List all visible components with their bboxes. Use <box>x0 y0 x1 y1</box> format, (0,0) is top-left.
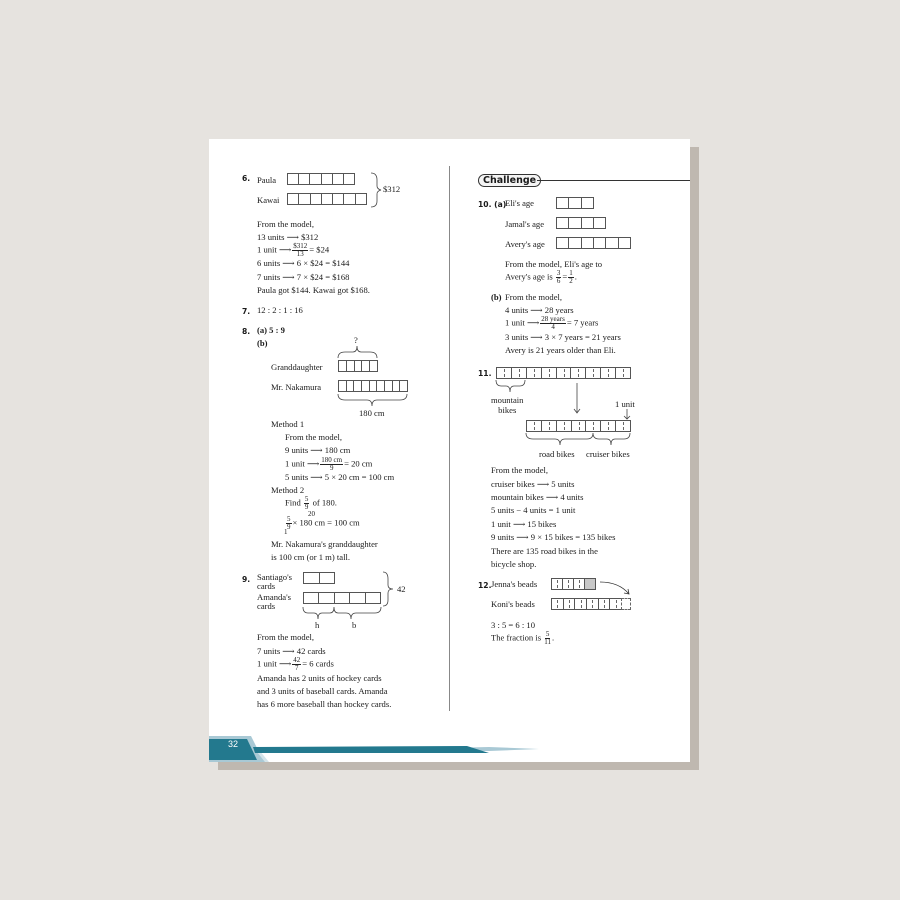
q9-line: From the model, <box>257 632 315 642</box>
q9-number: 9. <box>242 575 251 584</box>
q11-bar-mountain-road <box>496 367 631 379</box>
q9-line: Amanda has 2 units of hockey cards <box>257 673 382 683</box>
q9-line: and 3 units of baseball cards. Amanda <box>257 686 388 696</box>
q9-line: has 6 more baseball than hockey cards. <box>257 699 392 709</box>
q7-answer: 12 : 2 : 1 : 16 <box>257 305 303 315</box>
q12-number: 12. <box>478 581 492 590</box>
q8-m1-line: From the model, <box>285 432 343 442</box>
q10-bar-avery <box>556 237 631 249</box>
q8-m2-cancel-bottom: 1 <box>284 528 288 536</box>
q9-line: 7 units ⟶ 42 cards <box>257 646 326 656</box>
page-number: 32 <box>228 739 239 749</box>
q8-m1-line: 9 units ⟶ 180 cm <box>285 445 351 455</box>
q8-method1-heading: Method 1 <box>271 419 305 429</box>
q10-label-eli: Eli's age <box>505 198 534 208</box>
q8-brace-bottom-icon <box>337 393 409 407</box>
q10-a-line: Avery's age is $\frac{3}{6}$ = $\frac{1}{2}$ . <box>505 269 577 285</box>
q11-line: There are 135 road bikes in the <box>491 546 598 556</box>
q6-line: 6 units ⟶ 6 × $24 = $144 <box>257 258 350 268</box>
q9-label-santiago: Santiago's cards <box>257 572 292 591</box>
q9-label-h: h <box>315 620 320 630</box>
q12-bar-koni-extra-unit <box>621 598 631 610</box>
q11-line: 9 units ⟶ 9 × 15 bikes = 135 bikes <box>491 532 616 542</box>
q11-line: cruiser bikes ⟶ 5 units <box>491 479 575 489</box>
q9-brace-icon <box>382 571 398 607</box>
q11-brace-bottom-icon <box>525 432 633 446</box>
q9-line: 1 unit ⟶ $\frac{42}{7}$ = 6 cards <box>257 656 334 672</box>
q11-line: 1 unit ⟶ 15 bikes <box>491 519 557 529</box>
q10-b-line: From the model, <box>505 292 563 302</box>
q12-line: 3 : 5 = 6 : 10 <box>491 620 535 630</box>
q6-total: $312 <box>383 184 401 194</box>
q8-part-a: (a) 5 : 9 <box>257 325 285 335</box>
q11-line: mountain bikes ⟶ 4 units <box>491 492 584 502</box>
q9-brace-bottom-icon <box>302 606 384 620</box>
q6-bar-paula <box>287 173 355 185</box>
q11-line: bicycle shop. <box>491 559 537 569</box>
q10-number: 10. (a) <box>478 200 507 209</box>
q9-bar-amanda <box>303 592 381 604</box>
q9-total: 42 <box>397 584 406 594</box>
q6-line: 1 unit ⟶ $\frac{\$312}{13}$ = $24 <box>257 242 330 258</box>
q9-bar-santiago <box>303 572 335 584</box>
q11-line: From the model, <box>491 465 549 475</box>
workbook-page <box>209 139 690 762</box>
q8-label-granddaughter: Granddaughter <box>271 362 323 372</box>
footer-band <box>209 736 539 762</box>
q8-bar-granddaughter <box>338 360 378 372</box>
q11-number: 11. <box>478 369 492 378</box>
q6-line: From the model, <box>257 219 315 229</box>
q10-b-line: Avery is 21 years older than Eli. <box>505 345 616 355</box>
q10-b-line: 4 units ⟶ 28 years <box>505 305 574 315</box>
chapter-label: Chapter 5 RATIOS <box>267 738 325 745</box>
q8-question-mark: ? <box>354 335 358 345</box>
q6-label-kawai: Kawai <box>257 195 280 205</box>
q9-label-amanda: Amanda's cards <box>257 592 292 611</box>
q11-brace-mountain-icon <box>495 379 527 393</box>
q8-total: 180 cm <box>359 408 385 418</box>
q10-b-line: 3 units ⟶ 3 × 7 years = 21 years <box>505 332 621 342</box>
q10-bar-eli <box>556 197 594 209</box>
q8-number: 8. <box>242 327 251 336</box>
q6-line: 7 units ⟶ 7 × $24 = $168 <box>257 272 350 282</box>
q8-m2-cancel-top: 20 <box>308 510 315 518</box>
q12-bar-jenna <box>551 578 596 590</box>
q10-label-jamal: Jamal's age <box>505 219 545 229</box>
q11-bar-road-cruiser <box>526 420 631 432</box>
q8-m2-find: Find $\frac{5}{9}$ of 180. <box>285 495 337 511</box>
column-divider <box>449 166 450 711</box>
q11-label-cruiser: cruiser bikes <box>586 449 630 459</box>
q12-bar-koni <box>551 598 621 610</box>
q8-bar-nakamura <box>338 380 408 392</box>
q11-label-1unit: 1 unit <box>615 399 635 409</box>
q6-line: 13 units ⟶ $312 <box>257 232 319 242</box>
q11-arrow-down-icon <box>573 383 581 415</box>
q11-label-mountain: mountain bikes <box>491 395 524 415</box>
q11-label-road: road bikes <box>539 449 575 459</box>
q8-brace-top-icon <box>337 345 379 359</box>
q8-label-nakamura: Mr. Nakamura <box>271 382 322 392</box>
q12-line: The fraction is $\frac{5}{11}$ . <box>491 630 555 646</box>
q12-curved-arrow-icon <box>599 579 633 597</box>
q10-a-line: From the model, Eli's age to <box>505 259 603 269</box>
q8-m1-line: 5 units ⟶ 5 × 20 cm = 100 cm <box>285 472 395 482</box>
q6-label-paula: Paula <box>257 175 277 185</box>
challenge-heading: Challenge <box>478 174 541 187</box>
q8-method2-heading: Method 2 <box>271 485 305 495</box>
q9-label-b: b <box>352 620 357 630</box>
q6-bar-kawai <box>287 193 367 205</box>
q10-part-b: (b) <box>491 292 502 302</box>
q7-number: 7. <box>242 307 251 316</box>
q8-part-b: (b) <box>257 338 268 348</box>
q12-label-jenna: Jenna's beads <box>491 579 538 589</box>
q8-m1-line: 1 unit ⟶ $\frac{180 cm}{9}$ = 20 cm <box>285 456 373 472</box>
q8-m2-calc: $\frac{5}{9}$ × 180 cm = 100 cm <box>287 515 360 531</box>
challenge-rule <box>537 180 690 181</box>
q10-label-avery: Avery's age <box>505 239 545 249</box>
q8-conclusion: Mr. Nakamura's granddaughter <box>271 539 378 549</box>
q6-number: 6. <box>242 174 251 183</box>
q10-b-line: 1 unit ⟶ $\frac{\text{28 years}}{4}$ = 7 years <box>505 315 599 331</box>
q10-bar-jamal <box>556 217 606 229</box>
q11-line: 5 units − 4 units = 1 unit <box>491 505 576 515</box>
q12-label-koni: Koni's beads <box>491 599 535 609</box>
q8-conclusion: is 100 cm (or 1 m) tall. <box>271 552 351 562</box>
q6-answer: Paula got $144. Kawai got $168. <box>257 285 370 295</box>
